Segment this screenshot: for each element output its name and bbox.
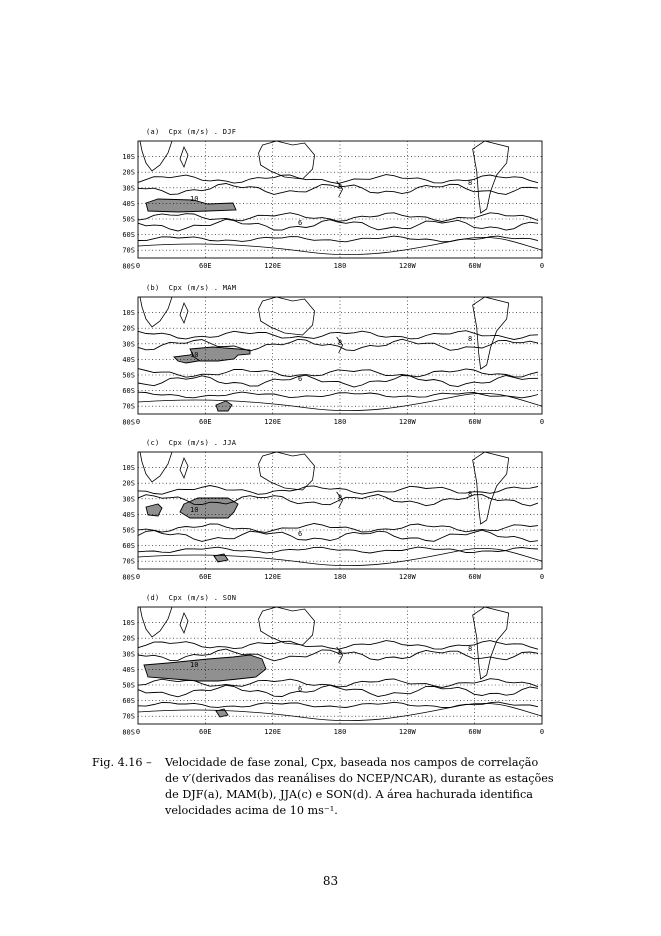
lon-tick-label: 60W	[468, 262, 481, 270]
map-panel-c	[96, 439, 551, 589]
lon-tick-label: 180	[333, 418, 347, 426]
panel-title: (b) Cpx (m/s) . MAM	[146, 284, 237, 292]
lat-tick-label: 60S	[122, 231, 135, 240]
panel-title: (c) Cpx (m/s) . JJA	[146, 439, 237, 447]
lat-tick-label: 40S	[122, 355, 135, 364]
contour-line	[138, 236, 538, 242]
lat-tick-label: 70S	[122, 557, 135, 566]
lon-tick-label: 120E	[264, 262, 282, 270]
lon-tick-label: 0	[539, 418, 545, 426]
lon-tick-label: 60W	[468, 418, 481, 426]
contour-line	[138, 641, 538, 650]
map-figure	[96, 604, 551, 744]
lon-tick-label: 180	[333, 573, 347, 581]
lon-tick-label: 60E	[199, 262, 212, 270]
lon-tick-label: 0	[539, 728, 545, 736]
map-figure	[96, 138, 551, 278]
caption-line: velocidades acima de 10 ms⁻¹.	[165, 804, 338, 817]
lon-tick-label: 180	[333, 728, 347, 736]
lat-tick-label: 20S	[122, 634, 135, 643]
contour-line	[138, 369, 538, 378]
contour-label: 8	[338, 649, 343, 657]
lat-tick-label: 10S	[122, 153, 135, 162]
lon-tick-label: 120W	[398, 262, 416, 270]
page-number: 83	[322, 874, 339, 888]
lon-tick-label: 120E	[264, 728, 282, 736]
lon-tick-label: 60E	[199, 728, 212, 736]
lon-tick-label: 60W	[468, 728, 481, 736]
contour-label: 6	[298, 530, 303, 538]
lon-tick-label: 120W	[398, 418, 416, 426]
shaded-region	[190, 347, 250, 361]
lat-tick-label: 30S	[122, 184, 135, 193]
lat-tick-label: 80S	[122, 573, 135, 582]
contour-line	[138, 375, 538, 387]
lat-tick-label: 70S	[122, 402, 135, 411]
lat-tick-label: 80S	[122, 728, 135, 737]
lat-tick-label: 20S	[122, 479, 135, 488]
contour-label: 10	[190, 661, 199, 669]
contour-label: 8	[468, 335, 473, 343]
lon-tick-label: 0	[135, 728, 141, 736]
lat-tick-label: 20S	[122, 324, 135, 333]
contour-label: 8	[338, 339, 343, 347]
contour-line	[138, 530, 538, 542]
lon-tick-label: 120E	[264, 573, 282, 581]
contour-label: 10	[190, 195, 199, 203]
lat-tick-label: 40S	[122, 199, 135, 208]
lat-tick-label: 30S	[122, 650, 135, 659]
lat-tick-label: 10S	[122, 464, 135, 473]
lon-tick-label: 60E	[199, 573, 212, 581]
map-panel-a	[96, 128, 551, 278]
contour-label: 8	[468, 490, 473, 498]
map-figure	[96, 294, 551, 434]
lon-tick-label: 120E	[264, 418, 282, 426]
contour-line	[138, 392, 538, 398]
lat-tick-label: 10S	[122, 309, 135, 318]
contour-label: 10	[190, 506, 199, 514]
contour-label: 8	[338, 183, 343, 191]
lon-tick-label: 0	[135, 418, 141, 426]
lon-tick-label: 0	[539, 573, 545, 581]
contour-label: 6	[298, 219, 303, 227]
caption-label: Fig. 4.16 –	[92, 756, 152, 769]
contour-line	[138, 213, 538, 222]
lon-tick-label: 60E	[199, 418, 212, 426]
lat-tick-label: 50S	[122, 215, 135, 224]
lat-tick-label: 30S	[122, 495, 135, 504]
lat-tick-label: 50S	[122, 526, 135, 535]
map-panel-b	[96, 284, 551, 434]
caption-text	[165, 755, 565, 819]
lat-tick-label: 60S	[122, 387, 135, 396]
lat-tick-label: 80S	[122, 418, 135, 427]
contour-label: 10	[190, 351, 199, 359]
caption-line: Velocidade de fase zonal, Cpx, baseada nos campos de correlação	[165, 756, 539, 769]
panel-title: (a) Cpx (m/s) . DJF	[146, 128, 237, 136]
lon-tick-label: 120W	[398, 573, 416, 581]
lat-tick-label: 70S	[122, 712, 135, 721]
lon-tick-label: 120W	[398, 728, 416, 736]
shaded-region	[180, 498, 238, 518]
caption-line: de v′(derivados das reanálises do NCEP/NCAR), durante as estações	[165, 772, 554, 785]
lon-tick-label: 60W	[468, 573, 481, 581]
lat-tick-label: 70S	[122, 246, 135, 255]
lat-tick-label: 50S	[122, 681, 135, 690]
lat-tick-label: 10S	[122, 619, 135, 628]
lat-tick-label: 80S	[122, 262, 135, 271]
lon-tick-label: 0	[135, 573, 141, 581]
caption-line: de DJF(a), MAM(b), JJA(c) e SON(d). A área hachurada identifica	[165, 788, 533, 801]
lon-tick-label: 0	[539, 262, 545, 270]
map-figure	[96, 449, 551, 589]
shaded-region	[144, 655, 266, 681]
lon-tick-label: 180	[333, 262, 347, 270]
contour-line	[138, 702, 538, 708]
map-panel-d	[96, 594, 551, 744]
contour-line	[138, 486, 538, 495]
lat-tick-label: 20S	[122, 168, 135, 177]
contour-label: 8	[468, 645, 473, 653]
lat-tick-label: 50S	[122, 371, 135, 380]
lon-tick-label: 0	[135, 262, 141, 270]
lat-tick-label: 40S	[122, 665, 135, 674]
contour-label: 6	[298, 685, 303, 693]
lat-tick-label: 60S	[122, 542, 135, 551]
panel-title: (d) Cpx (m/s) . SON	[146, 594, 237, 602]
contour-label: 6	[298, 375, 303, 383]
contour-label: 8	[468, 179, 473, 187]
contour-line	[138, 547, 538, 553]
contour-label: 8	[338, 494, 343, 502]
lat-tick-label: 30S	[122, 340, 135, 349]
lat-tick-label: 40S	[122, 510, 135, 519]
lat-tick-label: 60S	[122, 697, 135, 706]
